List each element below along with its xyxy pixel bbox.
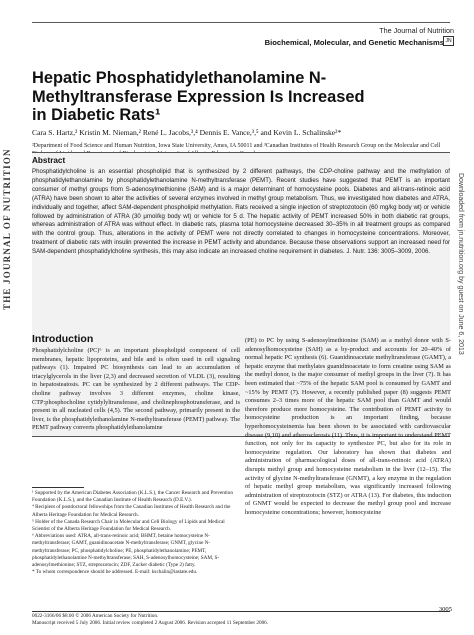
author-list: Cara S. Hartz,² Kristin M. Nieman,² René L. Jacobs,³,⁴ Dennis E. Vance,³,⁵ and Kevin L. Schalinske²* bbox=[32, 128, 342, 137]
header-rule bbox=[32, 22, 450, 23]
jn-logo-icon: JN bbox=[443, 36, 454, 46]
journal-name: The Journal of Nutrition bbox=[379, 26, 454, 35]
footnote-abbreviations: ⁶ Abbreviations used: ATRA, all-trans-retinoic acid; BHMT, betaine homocysteine N-methyltransferase; GAMT, guanidinoacetate N-methyltransferase; GNMT, glycine N-methyltransferase; PC, phosphatidylcholine; PE, phosphatidylethanolamine; PEMT, phosphatidylethanolamine N-methyltransferase; SAH, S-adenosylhomocysteine; SAM, S-adenosylmethionine; STZ, streptozotocin; ZDF, Zucker diabetic (Type 2) fatty. bbox=[32, 533, 220, 569]
section-name: Biochemical, Molecular, and Genetic Mechanisms bbox=[264, 38, 444, 47]
page-number: 3005 bbox=[438, 606, 452, 613]
abstract-text: Phosphatidylcholine is an essential phospholipid that is synthesized by 2 different pathways, the CDP-choline pathway and the methylation of phosphatidylethanolamine by phosphatidylethanolamine N-methyltransferase (PEMT). Recent studies have suggested that PEMT is an important consumer of methyl groups from S-adenosylmethionine (SAM) and is a major determinant of homocysteine pools. Diabetes and all-trans-retinoic acid (ATRA) have been shown to alter the activities of several enzymes involved in methyl group metabolism. Thus, we investigated how diabetes and ATRA, individually and together, affect SAM-dependent phospholipid methylation. Rats received a single injection of streptozotocin (60 mg/kg body wt) or vehicle followed by administration of ATRA (30 μmol/kg body wt) or vehicle for 5 d. The hepatic activity of PEMT increased 50% in both diabetic rat groups, whereas administration of ATRA was without effect. In diabetic rats, plasma total homocysteine decreased 30–35% in all treatment groups as compared with the control group. Thus, alterations in the activity of PEMT were not directly correlated to changes in homocysteine concentrations. Moreover, treatment of diabetic rats with insulin prevented the increase in PEMT activity and abundance. Because these observations support an increased need for SAM-dependent phosphatidylcholine synthesis, this may also indicate an increased choline requirement in diabetes. J. Nutr. 136: 3005–3009, 2006. bbox=[32, 168, 450, 256]
affiliations: ²Department of Food Science and Human Nutrition, Iowa State University, Ames, IA 50011 and ³Canadian Institutes of Health Research Group on the Molecular and Cell bbox=[32, 143, 441, 149]
manuscript-dates: Manuscript received 5 July 2006. Initial review completed 2 August 2006. Revision accepted 11 September 2006. bbox=[32, 620, 269, 626]
introduction-heading: Introduction bbox=[32, 333, 94, 345]
abstract-heading: Abstract bbox=[32, 156, 66, 165]
copyright-line: 0022-3166/06 $8.00 © 2006 American Society for Nutrition. bbox=[32, 613, 159, 619]
footnote-rule bbox=[32, 487, 84, 488]
footnote-correspondence: * To whom correspondence should be addressed. E-mail: kschalin@iastate.edu. bbox=[32, 569, 198, 576]
introduction-left-column: Phosphatidylcholine (PC)⁶ is an important phospholipid component of cell membranes, hepatic lipoproteins, and bile and is often used in cell signaling pathways (1). Impaired PC biosynthesis can lead to an accumulation of triacylglycerols in the liver (2,3) and decreased secretion of VLDL (3), resulting in hepatosteatosis. PC can be synthesized by 2 different pathways. The CDP-choline pathway involves 3 different enzymes, choline kinase, CTP:phosphocholine cytidylyltransferase, and cholinephosphotransferase, and is present in all nucleated cells (4,5). The second pathway, primarily present in the liver, is the phosphatidylethanolamine N-methyltransferase (PEMT) pathway. The PEMT pathway converts phosphatidylethanolamine bbox=[32, 347, 240, 432]
introduction-right-column: (PE) to PC by using S-adenosylmethionine (SAM) as a methyl donor with S-adenosylhomocysteine (SAH) as a by-product and accounts for 20–40% of normal hepatic PC synthesis (6). Guanidinoacetate methyltransferase (GAMT), a hepatic enzyme that methylates guanidinoacetate to form creatine using SAM as the methyl donor, is the major consumer of methyl groups in the liver (7). It has been estimated that ~75% of the hepatic SAM pool is consumed by GAMT and ~15% by PEMT (7). However, a recently published paper (8) suggests PEMT consumes 2–3 times more of the hepatic SAM pool than GAMT and would therefore produce more homocysteine. The contribution of PEMT activity to homocysteine production is an important finding, because hyperhomocysteinemia has been shown to be associated with cardiovascular disease (9,10) and atherosclerosis (11). Thus, it is important to understand PEMT function, not only for its capacity to synthesize PC, but also for its role in homocysteine regulation. Our laboratory has shown that diabetes and administration of pharmacological doses of all-trans-retinoic acid (ATRA) disrupts methyl group and homocysteine metabolism in the liver (12–15). The activity of glycine N-methyltransferase (GNMT), a key enzyme in the regulation of hepatic methyl group metabolism, was significantly increased following administration of streptozotocin (STZ) or ATRA (13). For diabetes, this induction of GNMT would be expected to decrease the methyl group pool and increase homocysteine concentrations; however, homocysteine bbox=[245, 337, 451, 516]
bottom-info bbox=[32, 613, 450, 627]
article-title: Hepatic Phosphatidylethanolamine N-Methyltransferase Expression Is Increased in Diabetic Rats¹ bbox=[32, 69, 365, 124]
footnotes bbox=[32, 490, 237, 576]
footnote-chair: ⁵ Holder of the Canada Research Chair in Molecular and Cell Biology of Lipids and Medical Scientist of the Alberta Heritage Foundation for Medical Research. bbox=[32, 518, 225, 533]
footnote-fellowship: ⁴ Recipient of postdoctoral fellowships from the Canadian Institutes of Health Research and the Alberta Heritage Foundation for Medical Research. bbox=[32, 504, 231, 518]
bottom-rule bbox=[32, 611, 450, 612]
footnote-funding: ¹ Supported by the American Diabetes Association (K.L.S.), the Cancer Research and Prevention Foundation (K.L.S.), and the Canadian Institute of Health Research (D.E.V.). bbox=[32, 490, 233, 504]
